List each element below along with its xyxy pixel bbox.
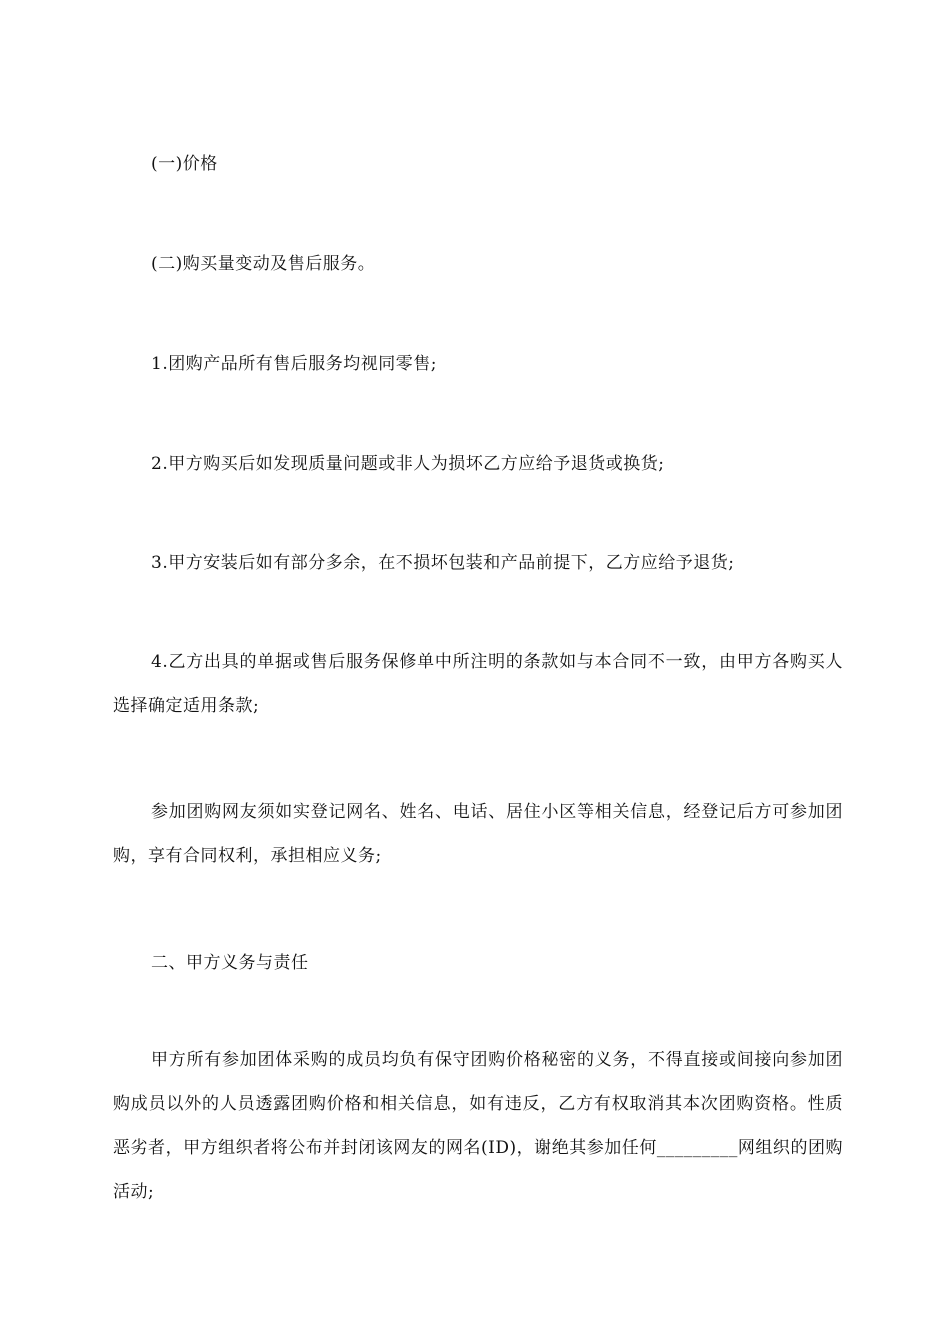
clause-1: 1.团购产品所有售后服务均视同零售; [151, 354, 437, 374]
section-heading-after-sales: (二)购买量变动及售后服务。 [151, 254, 376, 274]
clause-2: 2.甲方购买后如发现质量问题或非人为损坏乙方应给予退货或换货; [151, 454, 665, 474]
clause-3: 3.甲方安装后如有部分多余，在不损坏包装和产品前提下，乙方应给予退货; [151, 553, 735, 573]
section-heading-party-a-obligations: 二、甲方义务与责任 [151, 953, 309, 973]
registration-paragraph: 参加团购网友须如实登记网名、姓名、电话、居住小区等相关信息，经登记后方可参加团购，享有合同权利，承担相应义务; [113, 802, 843, 866]
clause-4: 4.乙方出具的单据或售后服务保修单中所注明的条款如与本合同不一致，由甲方各购买人选择确定适用条款; [113, 652, 843, 716]
confidentiality-paragraph: 甲方所有参加团体采购的成员均负有保守团购价格秘密的义务，不得直接或间接向参加团购成员以外的人员透露团购价格和相关信息，如有违反，乙方有权取消其本次团购资格。性质恶劣者，甲方组织者将公布并封闭该网友的网名(ID)，谢绝其参加任何_________网组织的团购活动; [113, 1050, 843, 1202]
section-heading-price: (一)价格 [151, 154, 218, 174]
